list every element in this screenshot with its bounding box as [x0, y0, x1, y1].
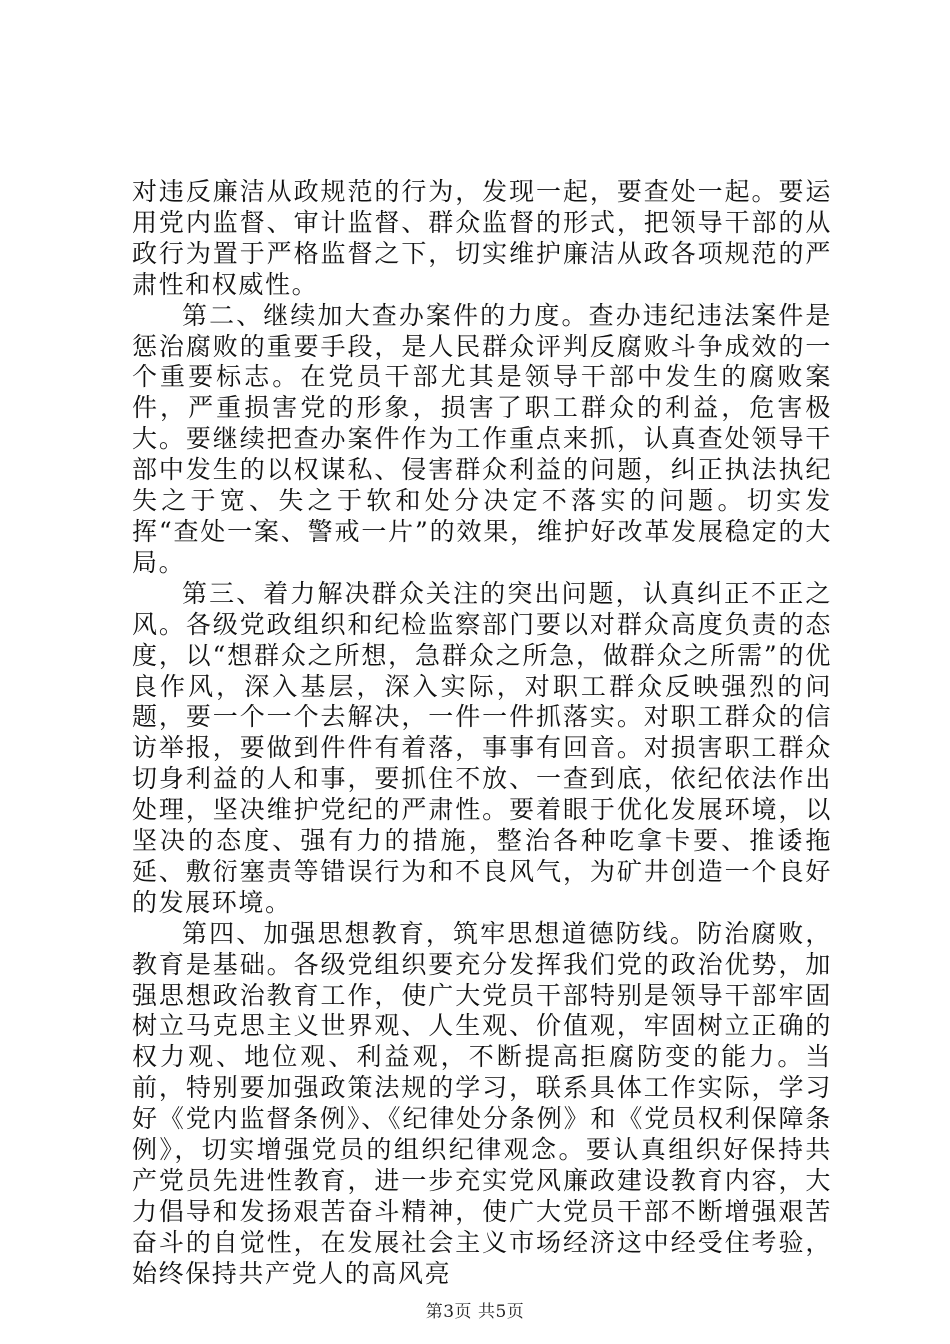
paragraph-continuation: 对违反廉洁从政规范的行为，发现一起，要查处一起。要运用党内监督、审计监督、群众监督的形式，把领导干部的从政行为置于严格监督之下，切实维护廉洁从政各项规范的严肃性和权威性。 [132, 177, 832, 299]
paragraph-fourth-point: 第四、加强思想教育，筑牢思想道德防线。防治腐败，教育是基础。各级党组织要充分发挥我们党的政治优势，加强思想政治教育工作，使广大党员干部特别是领导干部牢固树立马克思主义世界观、人生观、价值观，牢固树立正确的权力观、地位观、利益观，不断提高拒腐防变的能力。当前，特别要加强政策法规的学习，联系具体工作实际，学习好《党内监督条例》、《纪律处分条例》和《党员权利保障条例》，切实增强党员的组织纪律观念。要认真组织好保持共产党员先进性教育，进一步充实党风廉政建设教育内容，大力倡导和发扬艰苦奋斗精神，使广大党员干部不断增强艰苦奋斗的自觉性，在发展社会主义市场经济这中经受住考验，始终保持共产党人的高风亮 [132, 918, 832, 1288]
document-body [132, 177, 832, 1290]
paragraph-second-point: 第二、继续加大查办案件的力度。查办违纪违法案件是惩治腐败的重要手段，是人民群众评判反腐败斗争成效的一个重要标志。在党员干部尤其是领导干部中发生的腐败案件，严重损害党的形象，损害了职工群众的利益，危害极大。要继续把查办案件作为工作重点来抓，认真查处领导干部中发生的以权谋私、侵害群众利益的问题，纠正执法执纪失之于宽、失之于软和处分决定不落实的问题。切实发挥“查处一案、警戒一片”的效果，维护好改革发展稳定的大局。 [132, 300, 832, 577]
paragraph-third-point: 第三、着力解决群众关注的突出问题，认真纠正不正之风。各级党政组织和纪检监察部门要以对群众高度负责的态度，以“想群众之所想，急群众之所急，做群众之所需”的优良作风，深入基层，深入实际，对职工群众反映强烈的问题，要一个一个去解决，一件一件抓落实。对职工群众的信访举报，要做到件件有着落，事事有回音。对损害职工群众切身利益的人和事，要抓住不放、一查到底，依纪依法作出处理，坚决维护党纪的严肃性。要着眼于优化发展环境，以坚决的态度、强有力的措施，整治各种吃拿卡要、推诿拖延、敷衍塞责等错误行为和不良风气，为矿井创造一个良好的发展环境。 [132, 578, 832, 917]
page-number-footer: 第3页 共5页 [425, 1302, 525, 1322]
